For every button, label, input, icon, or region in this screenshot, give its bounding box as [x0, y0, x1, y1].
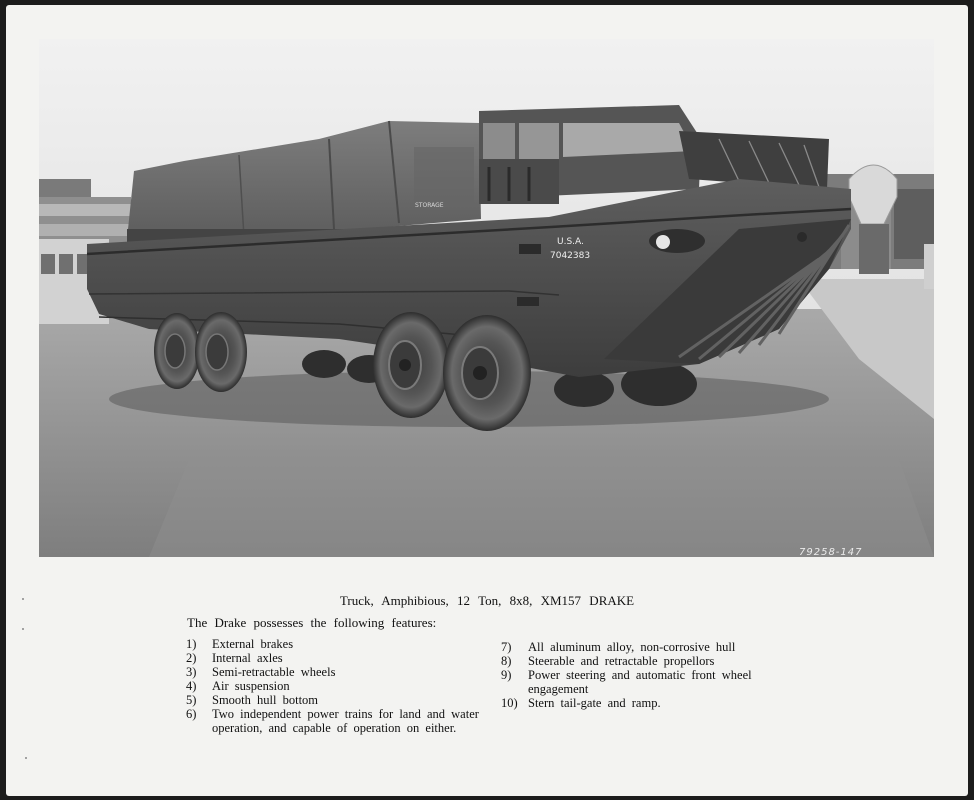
- features-list-right: [501, 640, 791, 710]
- feature-item: 3) Semi-retractable wheels: [186, 665, 336, 679]
- feature-item: 6) Two independent power trains for land and water operation, and capable of operation on either.: [186, 707, 479, 735]
- hull-marking-usa: U.S.A.: [557, 237, 584, 247]
- features-list-left: [186, 637, 496, 735]
- feature-item: 10) Stern tail-gate and ramp.: [501, 696, 661, 710]
- negative-number: 79258-147: [799, 547, 863, 557]
- feature-item: 2) Internal axles: [186, 651, 283, 665]
- vehicle-cab: [479, 105, 701, 204]
- feature-item: 7) All aluminum alloy, non-corrosive hull: [501, 640, 736, 654]
- hull-marking-serial: 7042383: [550, 251, 591, 261]
- feature-item: 5) Smooth hull bottom: [186, 693, 319, 707]
- feature-item: 8) Steerable and retractable propellors: [501, 654, 715, 668]
- feature-item: 1) External brakes: [186, 637, 294, 651]
- vehicle-photograph: [39, 39, 934, 557]
- photo-caption: Truck, Amphibious, 12 Ton, 8x8, XM157 DRAKE: [339, 593, 635, 608]
- tarp-stencil: STORAGE: [415, 202, 444, 209]
- feature-item: 9) Power steering and automatic front wheel engagement: [501, 668, 752, 696]
- features-intro: The Drake possesses the following features:: [187, 615, 437, 630]
- feature-item: 4) Air suspension: [186, 679, 290, 693]
